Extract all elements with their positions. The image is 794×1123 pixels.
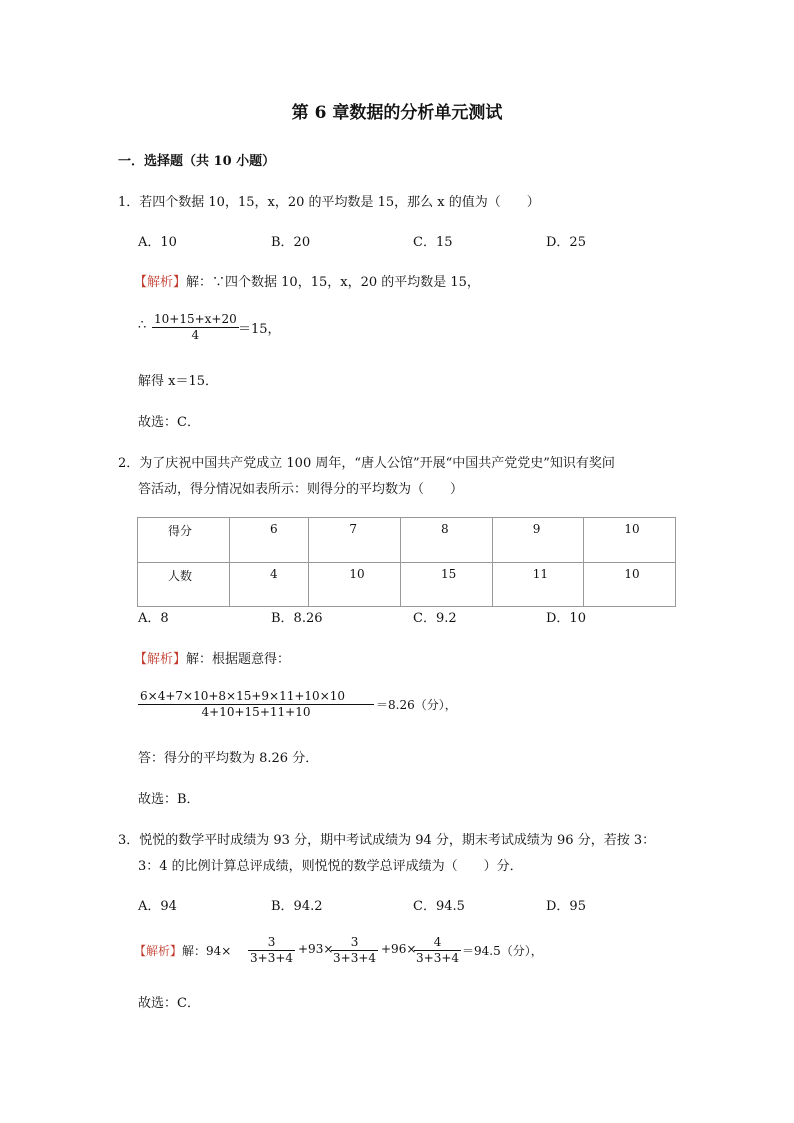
table-cell: 10 (584, 518, 676, 563)
q1-option-c: C．15 (413, 235, 453, 250)
table-row (138, 518, 676, 563)
q1-therefore-symbol: ∴ (138, 318, 147, 333)
q3-analysis-prefix (134, 942, 231, 959)
q2-option-a: A．8 (138, 611, 169, 626)
q2-option-d: D．10 (546, 611, 586, 626)
q3-fraction-3-numerator: 4 (433, 935, 442, 949)
section-heading: 一．选择题（共 10 小题） (118, 154, 276, 169)
q2-option-b: B．8.26 (271, 611, 323, 626)
q3-fraction-3-denominator: 3+3+4 (416, 951, 460, 965)
table-cell: 10 (584, 562, 676, 607)
table-cell: 8 (401, 518, 493, 563)
q3-fraction-3 (414, 935, 461, 966)
q1-fraction-result: ＝15， (238, 322, 281, 337)
q2-fraction (138, 689, 374, 720)
table-cell: 9 (492, 518, 584, 563)
table-header-cell: 人数 (138, 562, 230, 607)
q1-choose: 故选：C． (138, 415, 200, 430)
table-cell: 6 (230, 518, 309, 563)
q3-option-c: C．94.5 (413, 899, 465, 914)
q1-option-b: B．20 (271, 235, 311, 250)
q3-fraction-2-numerator: 3 (350, 935, 359, 949)
q3-option-a: A．94 (138, 899, 177, 914)
table-cell: 7 (309, 518, 401, 563)
table-cell: 10 (309, 562, 401, 607)
q3-fraction-1 (248, 935, 295, 966)
q2-answer: 答：得分的平均数为 8.26 分． (138, 751, 319, 766)
q3-mid-2: +96× (381, 942, 417, 956)
q1-fraction (152, 312, 239, 343)
q2-fraction-result: ＝8.26（分）， (376, 698, 457, 712)
question-1-stem: 1．若四个数据 10，15，x，20 的平均数是 15，那么 x 的值为（ ） (118, 195, 540, 210)
analysis-tag: 【解析】 (134, 652, 187, 667)
q1-fraction-numerator: 10+15+x+20 (154, 312, 237, 326)
q3-fraction-1-denominator: 3+3+4 (250, 951, 294, 965)
q3-mid-1: +93× (298, 942, 334, 956)
q1-fraction-denominator: 4 (152, 327, 239, 343)
q1-option-a: A．10 (138, 235, 177, 250)
question-3-stem-line2: 3：4 的比例计算总评成绩，则悦悦的数学总评成绩为（ ）分． (138, 859, 523, 874)
question-2-stem-line1: 2．为了庆祝中国共产党成立 100 周年，“唐人公馆”开展“中国共产党党史”知识有奖问 (118, 456, 615, 471)
q3-result: ＝94.5（分）， (462, 944, 543, 958)
q3-option-d: D．95 (546, 899, 586, 914)
table-cell: 15 (401, 562, 493, 607)
question-3-stem-line1: 3．悦悦的数学平时成绩为 93 分，期中考试成绩为 94 分，期末考试成绩为 96 分，若按 3： (118, 833, 656, 848)
q3-analysis-start: 解：94× (182, 944, 232, 958)
q2-fraction-denominator: 4+10+15+11+10 (138, 704, 374, 720)
analysis-tag: 【解析】 (134, 275, 187, 290)
q2-option-c: C．9.2 (413, 611, 457, 626)
table-row (138, 562, 676, 607)
q2-fraction-numerator: 6×4+7×10+8×15+9×11+10×10 (140, 689, 346, 703)
table-header-cell: 得分 (138, 518, 230, 563)
q3-fraction-1-numerator: 3 (267, 935, 276, 949)
q3-fraction-2 (331, 935, 378, 966)
q3-option-b: B．94.2 (271, 899, 323, 914)
analysis-tag: 【解析】 (134, 944, 183, 958)
q3-choose: 故选：C． (138, 996, 200, 1011)
q1-analysis-text: 解：∵四个数据 10，15，x，20 的平均数是 15， (186, 275, 480, 290)
table-cell: 11 (492, 562, 584, 607)
q1-option-d: D．25 (546, 235, 586, 250)
page-title: 第 6 章数据的分析单元测试 (291, 103, 503, 123)
q2-choose: 故选：B． (138, 792, 200, 807)
q1-solve: 解得 x＝15． (138, 374, 219, 389)
question-2-stem-line2: 答活动，得分情况如表所示：则得分的平均数为（ ） (138, 482, 464, 497)
q2-analysis (134, 648, 290, 667)
table-cell: 4 (230, 562, 309, 607)
q3-fraction-2-denominator: 3+3+4 (333, 951, 377, 965)
score-table (137, 517, 676, 607)
q2-analysis-text: 解：根据题意得： (186, 652, 291, 667)
q1-analysis (134, 271, 480, 290)
